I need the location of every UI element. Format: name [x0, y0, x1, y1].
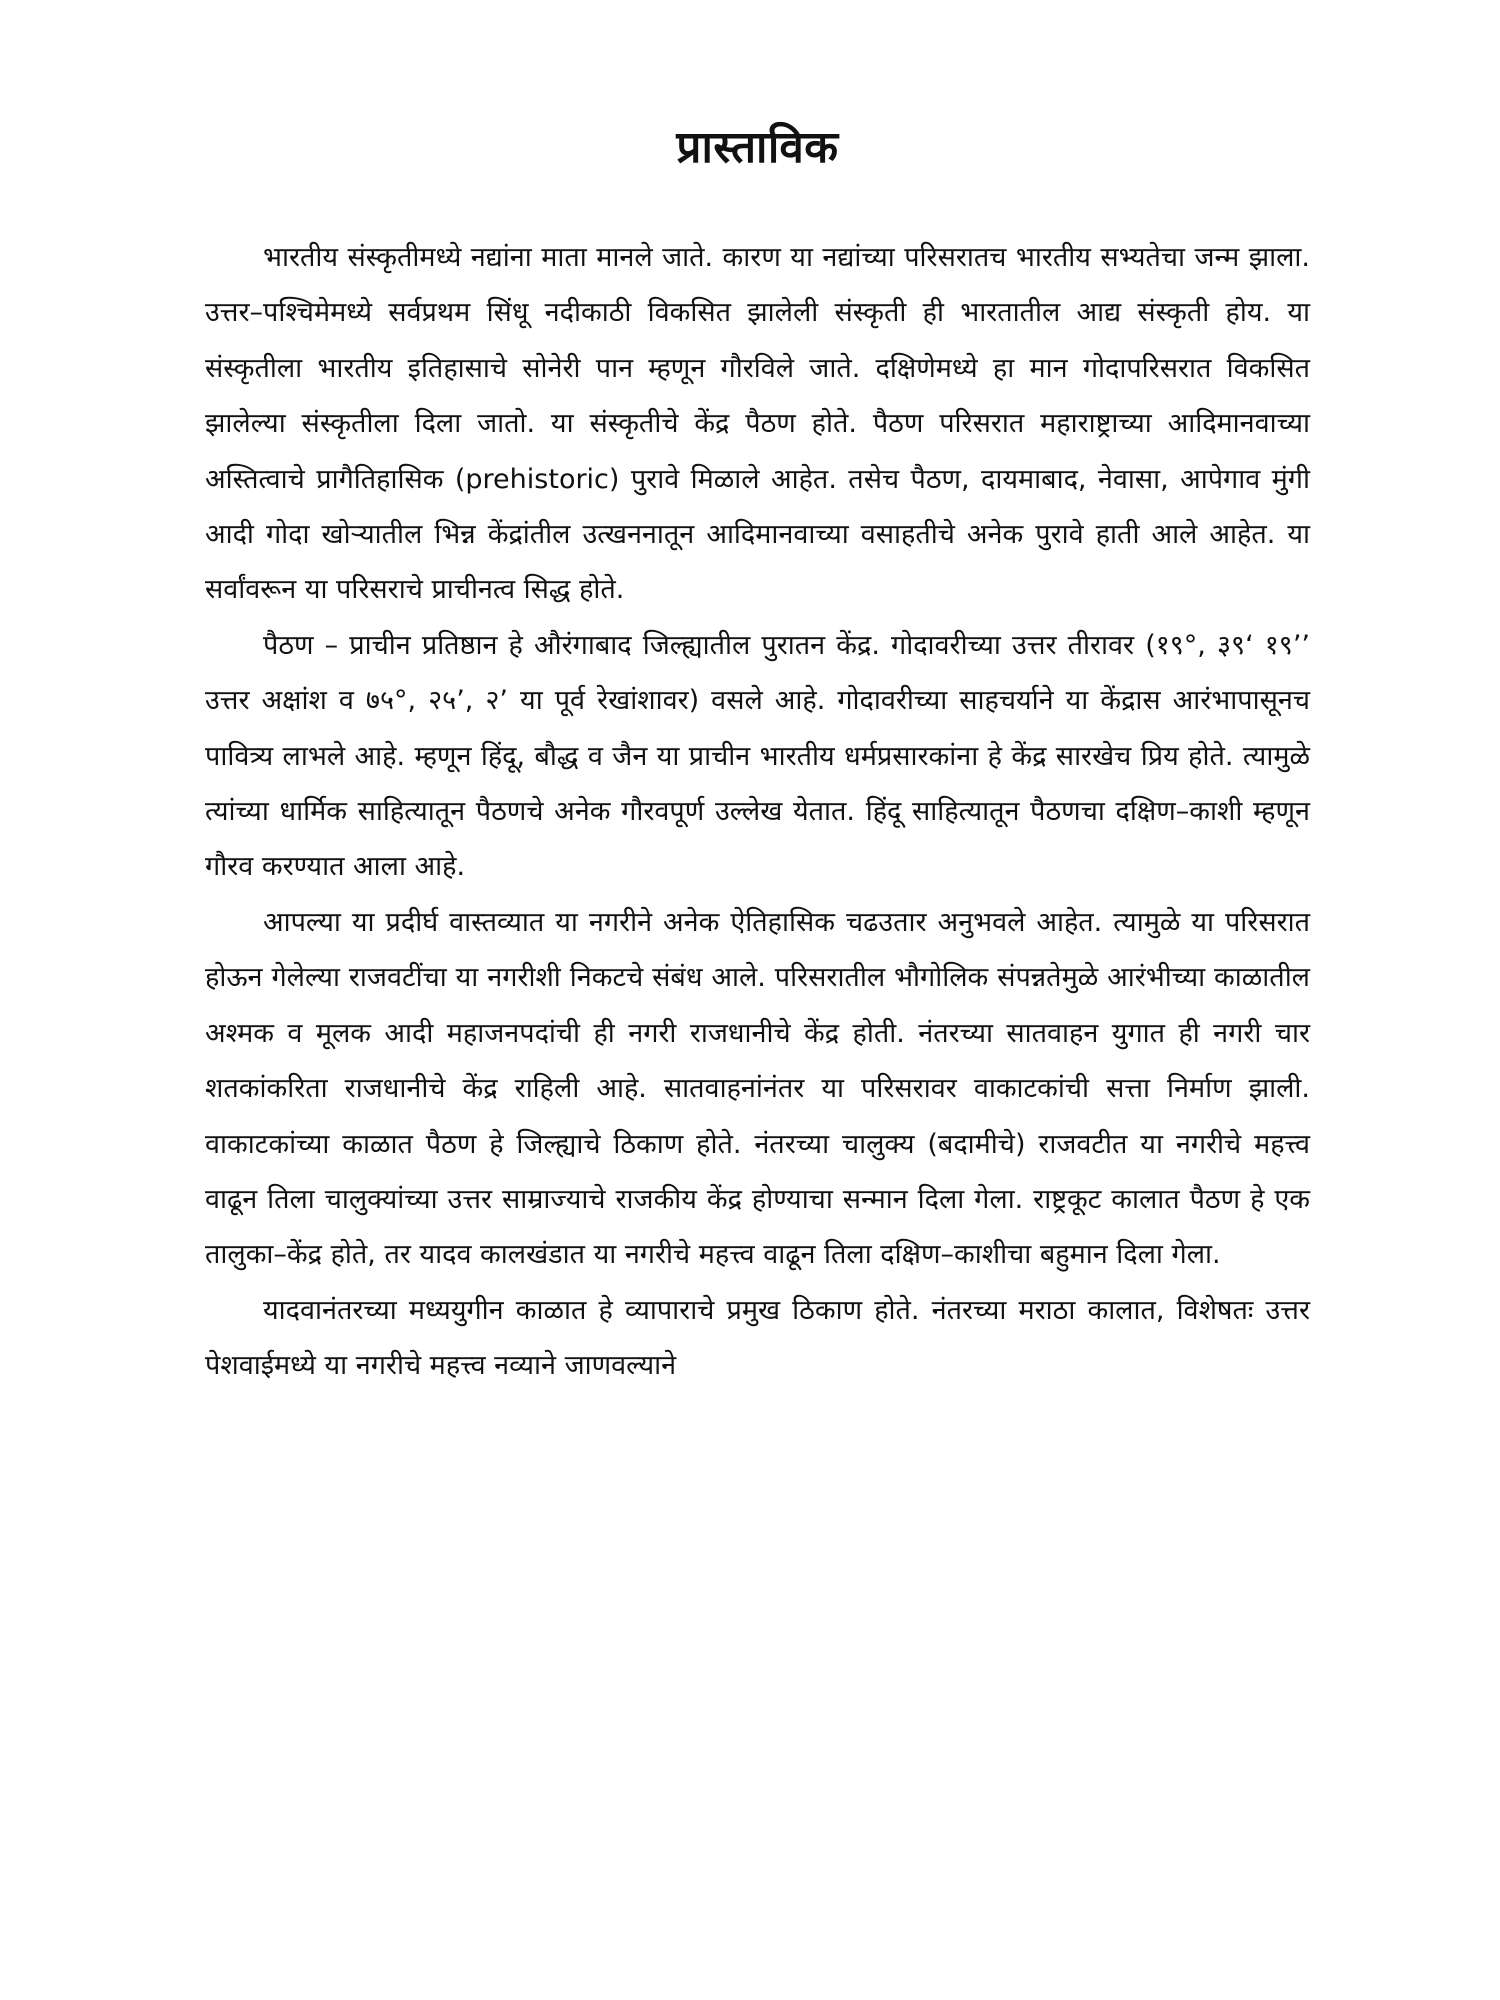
- paragraph-2: पैठण – प्राचीन प्रतिष्ठान हे औरंगाबाद जिल्ह्यातील पुरातन केंद्र. गोदावरीच्या उत्तर तीरावर (१९°, ३९‘ १९’’ उत्तर अक्षांश व ७५°, २५’, २’ या पूर्व रेखांशावर) वसले आहे. गोदावरीच्या साहचर्याने या केंद्रास आरंभापासूनच पावित्र्य लाभले आहे. म्हणून हिंदू, बौद्ध व जैन या प्राचीन भारतीय धर्मप्रसारकांना हे केंद्र सारखेच प्रिय होते. त्यामुळे त्यांच्या धार्मिक साहित्यातून पैठणचे अनेक गौरवपूर्ण उल्लेख येतात. हिंदू साहित्यातून पैठणचा दक्षिण–काशी म्हणून गौरव करण्यात आला आहे.: [205, 629, 1310, 883]
- paragraph-1: भारतीय संस्कृतीमध्ये नद्यांना माता मानले जाते. कारण या नद्यांच्या परिसरातच भारतीय सभ्यतेचा जन्म झाला. उत्तर–पश्चिमेमध्ये सर्वप्रथम सिंधू नदीकाठी विकसित झालेली संस्कृती ही भारतातील आद्य संस्कृती होय. या संस्कृतीला भारतीय इतिहासाचे सोनेरी पान म्हणून गौरविले जाते. दक्षिणेमध्ये हा मान गोदापरिसरात विकसित झालेल्या संस्कृतीला दिला जातो. या संस्कृतीचे केंद्र पैठण होते. पैठण परिसरात महाराष्ट्राच्या आदिमानवाच्या अस्तित्वाचे प्रागैतिहासिक (prehistoric) पुरावे मिळाले आहेत. तसेच पैठण, दायमाबाद, नेवासा, आपेगाव मुंगी आदी गोदा खोऱ्यातील भिन्न केंद्रांतील उत्खननातून आदिमानवाच्या वसाहतीचे अनेक पुरावे हाती आले आहेत. या सर्वांवरून या परिसराचे प्राचीनत्व सिद्ध होते.: [205, 242, 1310, 606]
- paragraph-3: आपल्या या प्रदीर्घ वास्तव्यात या नगरीने अनेक ऐतिहासिक चढउतार अनुभवले आहेत. त्यामुळे या परिसरात होऊन गेलेल्या राजवटींचा या नगरीशी निकटचे संबंध आले. परिसरातील भौगोलिक संपन्नतेमुळे आरंभीच्या काळातील अश्मक व मूलक आदी महाजनपदांची ही नगरी राजधानीचे केंद्र होती. नंतरच्या सातवाहन युगात ही नगरी चार शतकांकरिता राजधानीचे केंद्र राहिली आहे. सातवाहनांनंतर या परिसरावर वाकाटकांची सत्ता निर्माण झाली. वाकाटकांच्या काळात पैठण हे जिल्ह्याचे ठिकाण होते. नंतरच्या चालुक्य (बदामीचे) राजवटीत या नगरीचे महत्त्व वाढून तिला चालुक्यांच्या उत्तर साम्राज्याचे राजकीय केंद्र होण्याचा सन्मान दिला गेला. राष्ट्रकूट कालात पैठण हे एक तालुका–केंद्र होते, तर यादव कालखंडात या नगरीचे महत्त्व वाढून तिला दक्षिण–काशीचा बहुमान दिला गेला.: [205, 906, 1310, 1271]
- page-title: प्रास्ताविक: [676, 122, 839, 173]
- paragraph-4: यादवानंतरच्या मध्ययुगीन काळात हे व्यापाराचे प्रमुख ठिकाण होते. नंतरच्या मराठा कालात, विशेषतः उत्तर पेशवाईमध्ये या नगरीचे महत्त्व नव्याने जाणवल्याने: [205, 1294, 1310, 1382]
